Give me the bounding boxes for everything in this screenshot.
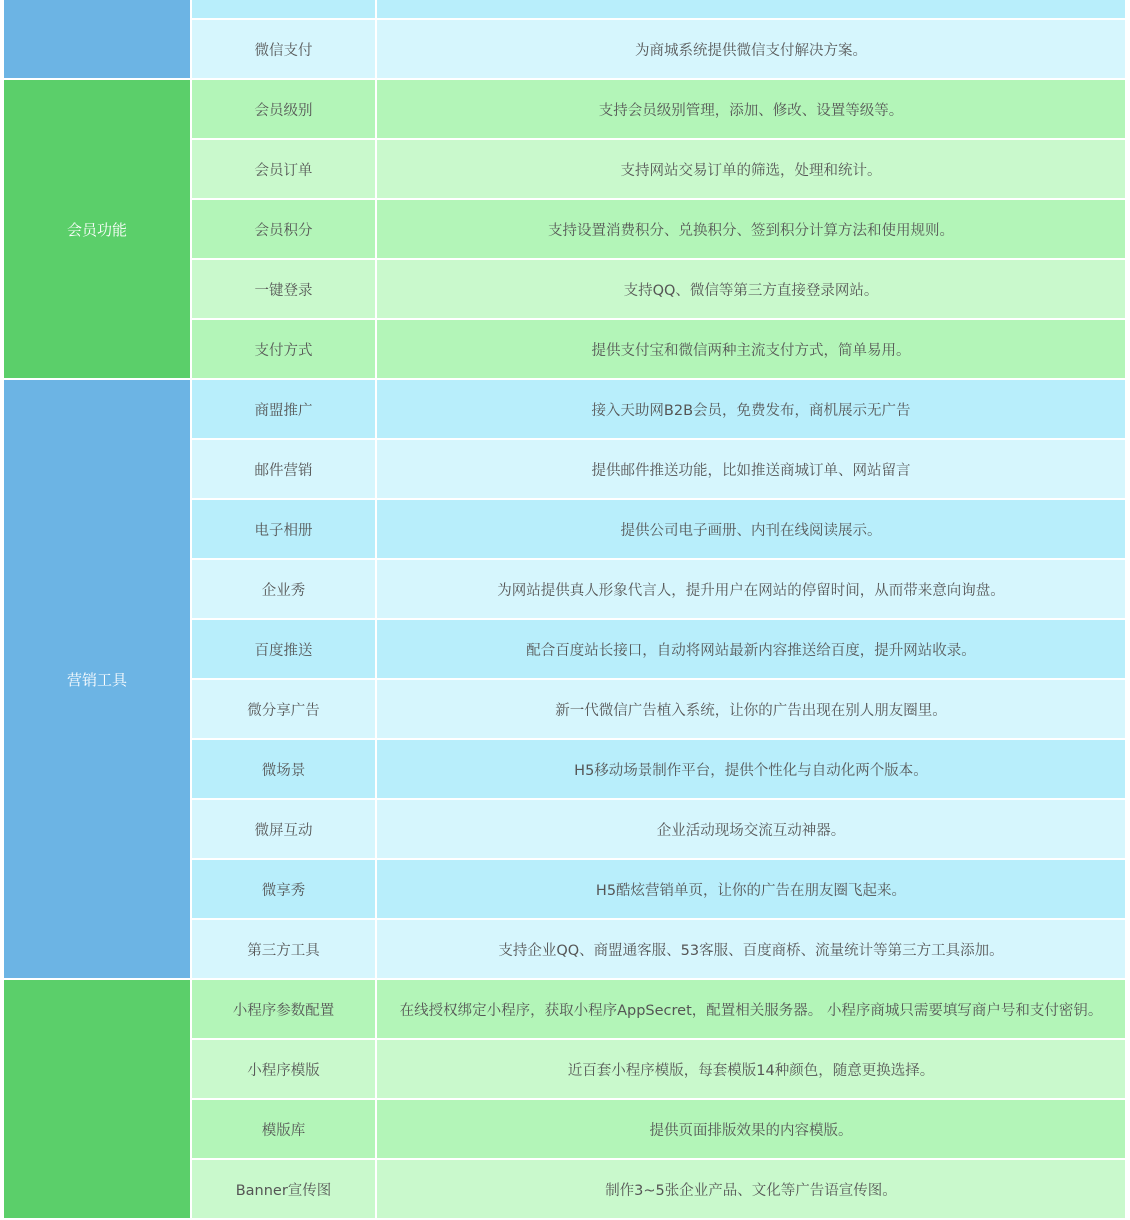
feature-name-cell: 支付方式 (192, 320, 377, 378)
table-row (190, 320, 1125, 380)
feature-group (4, 80, 1125, 380)
table-row (190, 1100, 1125, 1160)
table-row (190, 740, 1125, 800)
table-row (190, 620, 1125, 680)
feature-description-cell: 提供支付宝和微信两种主流支付方式，简单易用。 (591, 342, 911, 359)
feature-description-cell: 支持企业QQ、商盟通客服、53客服、百度商桥、流量统计等第三方工具添加。 (498, 942, 1004, 959)
category-cell: 营销工具 (4, 380, 190, 980)
feature-description-cell: 制作3~5张企业产品、文化等广告语宣传图。 (605, 1182, 897, 1199)
feature-rows (190, 80, 1125, 380)
table-row (190, 0, 1125, 20)
category-cell (4, 980, 190, 1220)
table-row (190, 80, 1125, 140)
feature-name-cell: 微屏互动 (192, 800, 377, 858)
feature-description-cell: 支持网站交易订单的筛选，处理和统计。 (620, 162, 882, 179)
table-row (190, 440, 1125, 500)
feature-name-cell: 微享秀 (192, 860, 377, 918)
feature-name-cell: 邮件营销 (192, 440, 377, 498)
feature-name-cell (192, 0, 377, 18)
feature-name-cell: 电子相册 (192, 500, 377, 558)
feature-description-cell: 在线授权绑定小程序，获取小程序AppSecret，配置相关服务器。 小程序商城只需要填写商户号和支付密钥。 (399, 1002, 1103, 1019)
table-row (190, 800, 1125, 860)
table-row (190, 920, 1125, 980)
table-row (190, 380, 1125, 440)
feature-description-cell: 企业活动现场交流互动神器。 (656, 822, 846, 839)
feature-name-cell: 商盟推广 (192, 380, 377, 438)
table-row (190, 20, 1125, 80)
feature-name-cell: 第三方工具 (192, 920, 377, 978)
feature-group (4, 0, 1125, 80)
feature-name-cell: 会员积分 (192, 200, 377, 258)
feature-name-cell: 企业秀 (192, 560, 377, 618)
feature-group (4, 380, 1125, 980)
table-row (190, 140, 1125, 200)
category-cell: 会员功能 (4, 80, 190, 380)
feature-description-cell: 支持QQ、微信等第三方直接登录网站。 (623, 282, 879, 299)
feature-name-cell: Banner宣传图 (192, 1160, 377, 1218)
feature-description-cell: 配合百度站长接口，自动将网站最新内容推送给百度，提升网站收录。 (526, 642, 976, 659)
feature-description-cell: 为商城系统提供微信支付解决方案。 (635, 42, 867, 59)
feature-name-cell: 模版库 (192, 1100, 377, 1158)
feature-table (4, 0, 1125, 1220)
feature-group (4, 980, 1125, 1220)
feature-description-cell: 近百套小程序模版，每套模版14种颜色，随意更换选择。 (567, 1062, 935, 1079)
feature-rows (190, 380, 1125, 980)
feature-description-cell: 提供邮件推送功能，比如推送商城订单、网站留言 (591, 462, 911, 479)
feature-description-cell: 提供页面排版效果的内容模版。 (649, 1122, 853, 1139)
feature-description-cell: 为网站提供真人形象代言人，提升用户在网站的停留时间，从而带来意向询盘。 (497, 582, 1005, 599)
feature-name-cell: 小程序模版 (192, 1040, 377, 1098)
feature-name-cell: 会员级别 (192, 80, 377, 138)
feature-description-cell (377, 0, 1125, 18)
table-row (190, 860, 1125, 920)
feature-description-cell: 接入天助网B2B会员，免费发布，商机展示无广告 (591, 402, 911, 419)
feature-description-cell: 新一代微信广告植入系统，让你的广告出现在别人朋友圈里。 (555, 702, 947, 719)
table-row (190, 980, 1125, 1040)
feature-name-cell: 小程序参数配置 (192, 980, 377, 1038)
feature-rows (190, 980, 1125, 1220)
feature-description-cell: 支持设置消费积分、兑换积分、签到积分计算方法和使用规则。 (548, 222, 954, 239)
table-row (190, 1040, 1125, 1100)
table-row (190, 680, 1125, 740)
feature-description-cell: 支持会员级别管理，添加、修改、设置等级等。 (598, 102, 904, 119)
feature-description-cell: 提供公司电子画册、内刊在线阅读展示。 (620, 522, 882, 539)
table-row (190, 1160, 1125, 1220)
feature-name-cell: 百度推送 (192, 620, 377, 678)
table-row (190, 200, 1125, 260)
category-cell (4, 0, 190, 80)
feature-name-cell: 微场景 (192, 740, 377, 798)
feature-rows (190, 0, 1125, 80)
feature-description-cell: H5移动场景制作平台，提供个性化与自动化两个版本。 (574, 762, 928, 779)
table-row (190, 560, 1125, 620)
feature-name-cell: 会员订单 (192, 140, 377, 198)
table-row (190, 260, 1125, 320)
feature-name-cell: 一键登录 (192, 260, 377, 318)
feature-name-cell: 微信支付 (192, 20, 377, 78)
feature-description-cell: H5酷炫营销单页，让你的广告在朋友圈飞起来。 (595, 882, 907, 899)
table-row (190, 500, 1125, 560)
feature-name-cell: 微分享广告 (192, 680, 377, 738)
